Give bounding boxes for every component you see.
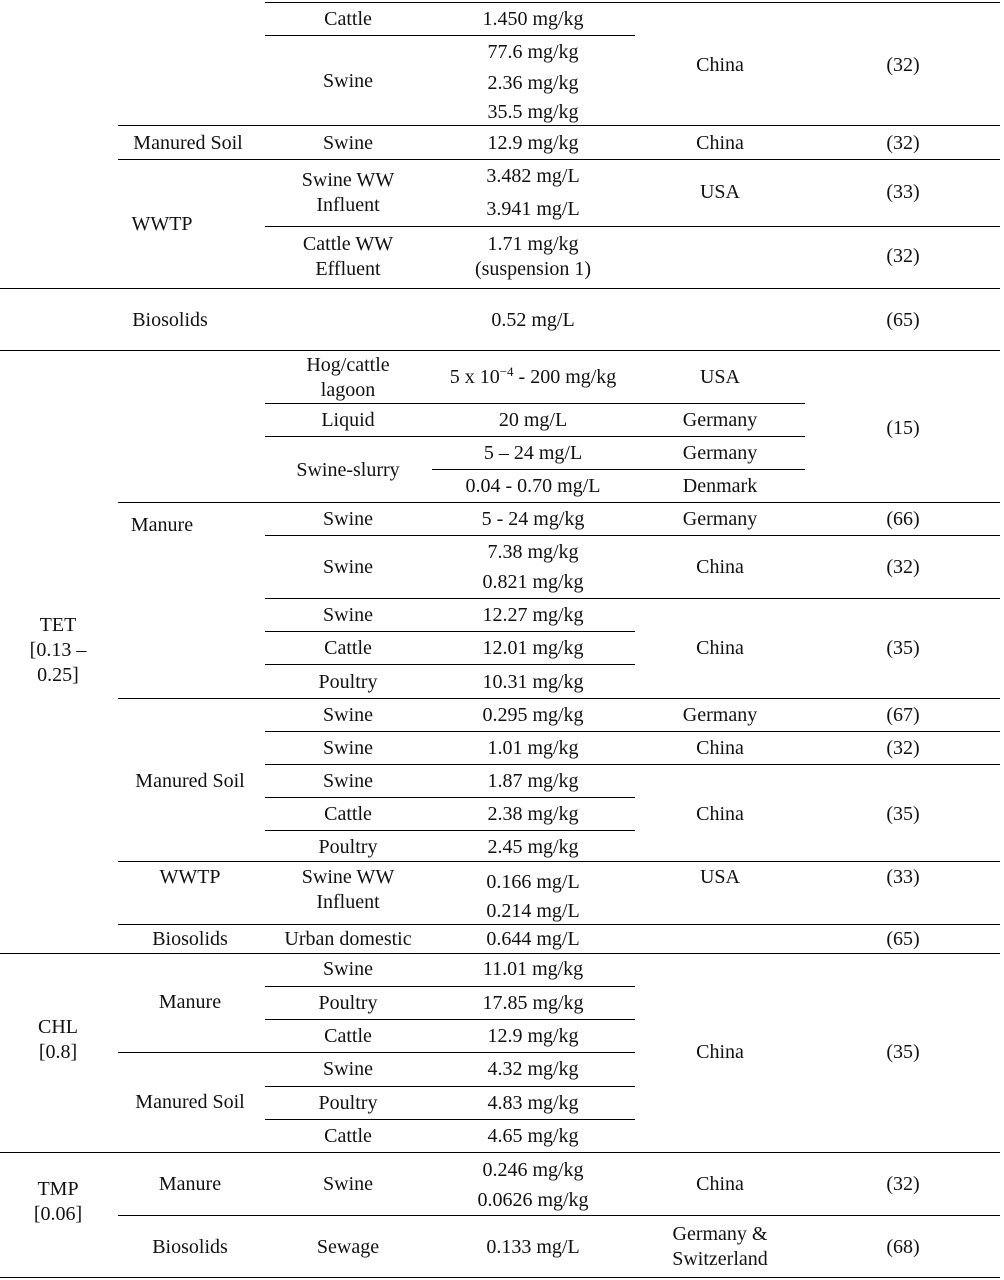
table-rule bbox=[265, 1019, 635, 1020]
table-cell: (32) bbox=[886, 132, 920, 154]
table-rule bbox=[0, 953, 1000, 954]
table-cell: Swine bbox=[323, 1173, 373, 1195]
table-cell: Germany bbox=[682, 508, 758, 530]
table-cell: 12.27 mg/kg bbox=[482, 604, 584, 626]
table-cell: 1.71 mg/kg bbox=[487, 233, 579, 255]
table-cell: Swine-slurry bbox=[296, 459, 400, 481]
table-cell: Poultry bbox=[318, 836, 378, 858]
table-rule bbox=[265, 731, 1000, 732]
table-rule bbox=[118, 1052, 635, 1053]
table-cell: (15) bbox=[886, 417, 920, 439]
table-cell: 2.45 mg/kg bbox=[487, 836, 579, 858]
table-cell: 12.01 mg/kg bbox=[482, 637, 584, 659]
table-cell: 4.83 mg/kg bbox=[487, 1092, 579, 1114]
table-rule bbox=[265, 35, 635, 36]
table-cell: USA bbox=[699, 366, 741, 388]
table-cell: China bbox=[696, 737, 744, 759]
table-cell: CHL bbox=[38, 1016, 78, 1038]
table-cell: 2.36 mg/kg bbox=[487, 72, 579, 94]
table-cell: 0.0626 mg/kg bbox=[477, 1189, 589, 1211]
table-cell: (65) bbox=[886, 928, 920, 950]
table-cell: (32) bbox=[886, 54, 920, 76]
table-rule bbox=[265, 764, 1000, 765]
table-rule bbox=[265, 986, 635, 987]
table-cell: Swine bbox=[323, 556, 373, 578]
table-cell: [0.8] bbox=[38, 1041, 78, 1063]
table-cell: Denmark bbox=[682, 475, 758, 497]
table-cell: (35) bbox=[886, 803, 920, 825]
table-cell: China bbox=[696, 637, 744, 659]
table-cell: 0.52 mg/L bbox=[491, 309, 575, 331]
table-cell: (32) bbox=[886, 556, 920, 578]
table-cell: WWTP bbox=[131, 213, 193, 235]
table-cell: (suspension 1) bbox=[474, 258, 592, 280]
table-cell: 3.482 mg/L bbox=[486, 165, 580, 187]
table-cell: Cattle bbox=[324, 1025, 372, 1047]
table-rule bbox=[265, 226, 1000, 227]
table-rule bbox=[118, 125, 1000, 126]
table-rule bbox=[118, 1215, 1000, 1216]
table-cell: Biosolids bbox=[132, 309, 208, 331]
table-cell: (32) bbox=[886, 737, 920, 759]
table-rule bbox=[118, 861, 1000, 862]
table-cell: Effluent bbox=[315, 258, 381, 280]
table-rule bbox=[432, 469, 805, 470]
table-rule bbox=[118, 159, 1000, 160]
table-rule bbox=[265, 631, 635, 632]
table-cell: Manured Soil bbox=[135, 1091, 245, 1113]
table-cell: 20 mg/L bbox=[498, 409, 568, 431]
table-cell: (66) bbox=[886, 508, 920, 530]
table-cell: Influent bbox=[316, 194, 380, 216]
table-cell: 0.166 mg/L bbox=[486, 871, 580, 893]
table-cell: Swine WW bbox=[301, 169, 395, 191]
table-cell: 0.133 mg/L bbox=[486, 1236, 580, 1258]
table-cell: Poultry bbox=[318, 671, 378, 693]
table-cell: [0.13 – bbox=[29, 639, 87, 661]
table-rule bbox=[265, 535, 1000, 536]
table-cell: Manure bbox=[158, 991, 222, 1013]
cell-text: 5 x 10 bbox=[449, 366, 500, 388]
table-cell: Swine bbox=[323, 70, 373, 92]
table-cell: Swine bbox=[323, 704, 373, 726]
table-cell: 5 - 24 mg/kg bbox=[481, 508, 585, 530]
table-cell: 0.821 mg/kg bbox=[482, 571, 584, 593]
table-cell: (35) bbox=[886, 1041, 920, 1063]
table-cell: Germany bbox=[682, 409, 758, 431]
table-cell: Biosolids bbox=[152, 1236, 228, 1258]
table-cell: 7.38 mg/kg bbox=[487, 541, 579, 563]
table-cell: Swine WW bbox=[301, 866, 395, 888]
table-cell: China bbox=[696, 803, 744, 825]
table-cell: 0.295 mg/kg bbox=[482, 704, 584, 726]
cell-superscript: −4 bbox=[499, 364, 514, 379]
table-cell: (68) bbox=[886, 1236, 920, 1258]
table-cell: Manured Soil bbox=[133, 132, 243, 154]
table-cell: Sewage bbox=[316, 1236, 380, 1258]
table-rule bbox=[0, 1152, 1000, 1153]
table-cell: TET bbox=[39, 614, 77, 636]
table-cell: Germany & bbox=[672, 1223, 768, 1245]
table-rule bbox=[265, 1086, 635, 1087]
table-cell: Cattle bbox=[324, 1125, 372, 1147]
table-cell: 0.246 mg/kg bbox=[482, 1159, 584, 1181]
table-rule bbox=[265, 664, 635, 665]
table-rule bbox=[265, 1119, 635, 1120]
table-cell: 77.6 mg/kg bbox=[487, 41, 579, 63]
table-rule bbox=[265, 2, 1000, 3]
table-cell: Poultry bbox=[318, 992, 378, 1014]
table-cell: Cattle WW bbox=[302, 233, 394, 255]
table-cell: Biosolids bbox=[152, 928, 228, 950]
table-cell: 11.01 mg/kg bbox=[482, 958, 584, 980]
table-cell: (32) bbox=[886, 1173, 920, 1195]
table-cell: 3.941 mg/L bbox=[486, 198, 580, 220]
table-cell: 4.65 mg/kg bbox=[487, 1125, 579, 1147]
table-cell: Cattle bbox=[324, 8, 372, 30]
table-cell: (32) bbox=[886, 245, 920, 267]
table-cell: China bbox=[696, 556, 744, 578]
table-cell: (33) bbox=[886, 181, 920, 203]
table-cell: Urban domestic bbox=[284, 928, 412, 950]
table-cell: WWTP bbox=[159, 866, 221, 888]
table-cell: Cattle bbox=[324, 637, 372, 659]
table-cell: Swine bbox=[323, 132, 373, 154]
table-cell: 0.25] bbox=[37, 664, 79, 686]
table-cell: (35) bbox=[886, 637, 920, 659]
table-cell: 12.9 mg/kg bbox=[487, 132, 579, 154]
table-rule bbox=[0, 288, 1000, 289]
table-cell: Poultry bbox=[318, 1092, 378, 1114]
table-cell bbox=[450, 365, 617, 389]
table-cell: Manured Soil bbox=[135, 770, 245, 792]
table-rule bbox=[118, 924, 1000, 925]
table-cell: Manure bbox=[130, 514, 194, 536]
table-cell: (67) bbox=[886, 704, 920, 726]
table-cell: China bbox=[696, 54, 744, 76]
table-cell: Swine bbox=[323, 1058, 373, 1080]
table-cell: Switzerland bbox=[672, 1248, 768, 1270]
table-cell: China bbox=[696, 1173, 744, 1195]
table-cell: 1.01 mg/kg bbox=[487, 737, 579, 759]
table-rule bbox=[0, 350, 1000, 351]
table-cell: Swine bbox=[323, 508, 373, 530]
table-cell: [0.06] bbox=[33, 1203, 83, 1225]
table-cell: 17.85 mg/kg bbox=[482, 992, 584, 1014]
table-rule bbox=[265, 436, 805, 437]
table-cell: (33) bbox=[886, 866, 920, 888]
table-cell: 0.214 mg/L bbox=[486, 900, 580, 922]
table-rule bbox=[265, 403, 805, 404]
table-cell: Liquid bbox=[321, 409, 375, 431]
table-rule bbox=[265, 830, 635, 831]
table-cell: 1.87 mg/kg bbox=[487, 770, 579, 792]
table-cell: lagoon bbox=[320, 379, 376, 401]
table-cell: Manure bbox=[158, 1173, 222, 1195]
table-cell: Swine bbox=[323, 604, 373, 626]
table-cell: Hog/cattle bbox=[306, 354, 390, 376]
table-cell: 12.9 mg/kg bbox=[487, 1025, 579, 1047]
table-cell: USA bbox=[699, 181, 741, 203]
table-cell: 0.04 - 0.70 mg/L bbox=[465, 475, 601, 497]
table-cell: 5 – 24 mg/L bbox=[483, 442, 583, 464]
table-cell: TMP bbox=[37, 1178, 79, 1200]
cell-text-rest: - 200 mg/kg bbox=[513, 366, 617, 388]
table-cell: USA bbox=[699, 866, 741, 888]
table-cell: Germany bbox=[682, 442, 758, 464]
table-rule bbox=[0, 1277, 1000, 1278]
table-cell: China bbox=[696, 132, 744, 154]
table-cell: Germany bbox=[682, 704, 758, 726]
table-cell: Swine bbox=[323, 737, 373, 759]
table-cell: Swine bbox=[323, 958, 373, 980]
table-cell: 10.31 mg/kg bbox=[482, 671, 584, 693]
table-cell: 35.5 mg/kg bbox=[487, 101, 579, 123]
table-cell: (65) bbox=[886, 309, 920, 331]
table-rule bbox=[265, 598, 1000, 599]
table-cell: Cattle bbox=[324, 803, 372, 825]
table-cell: 0.644 mg/L bbox=[486, 928, 580, 950]
table-cell: China bbox=[696, 1041, 744, 1063]
table-cell: Influent bbox=[316, 891, 380, 913]
table-rule bbox=[118, 502, 1000, 503]
table-cell: 4.32 mg/kg bbox=[487, 1058, 579, 1080]
table-rule bbox=[265, 797, 635, 798]
table-rule bbox=[118, 698, 1000, 699]
table-cell: 1.450 mg/kg bbox=[482, 8, 584, 30]
table-cell: 2.38 mg/kg bbox=[487, 803, 579, 825]
table-cell: Swine bbox=[323, 770, 373, 792]
